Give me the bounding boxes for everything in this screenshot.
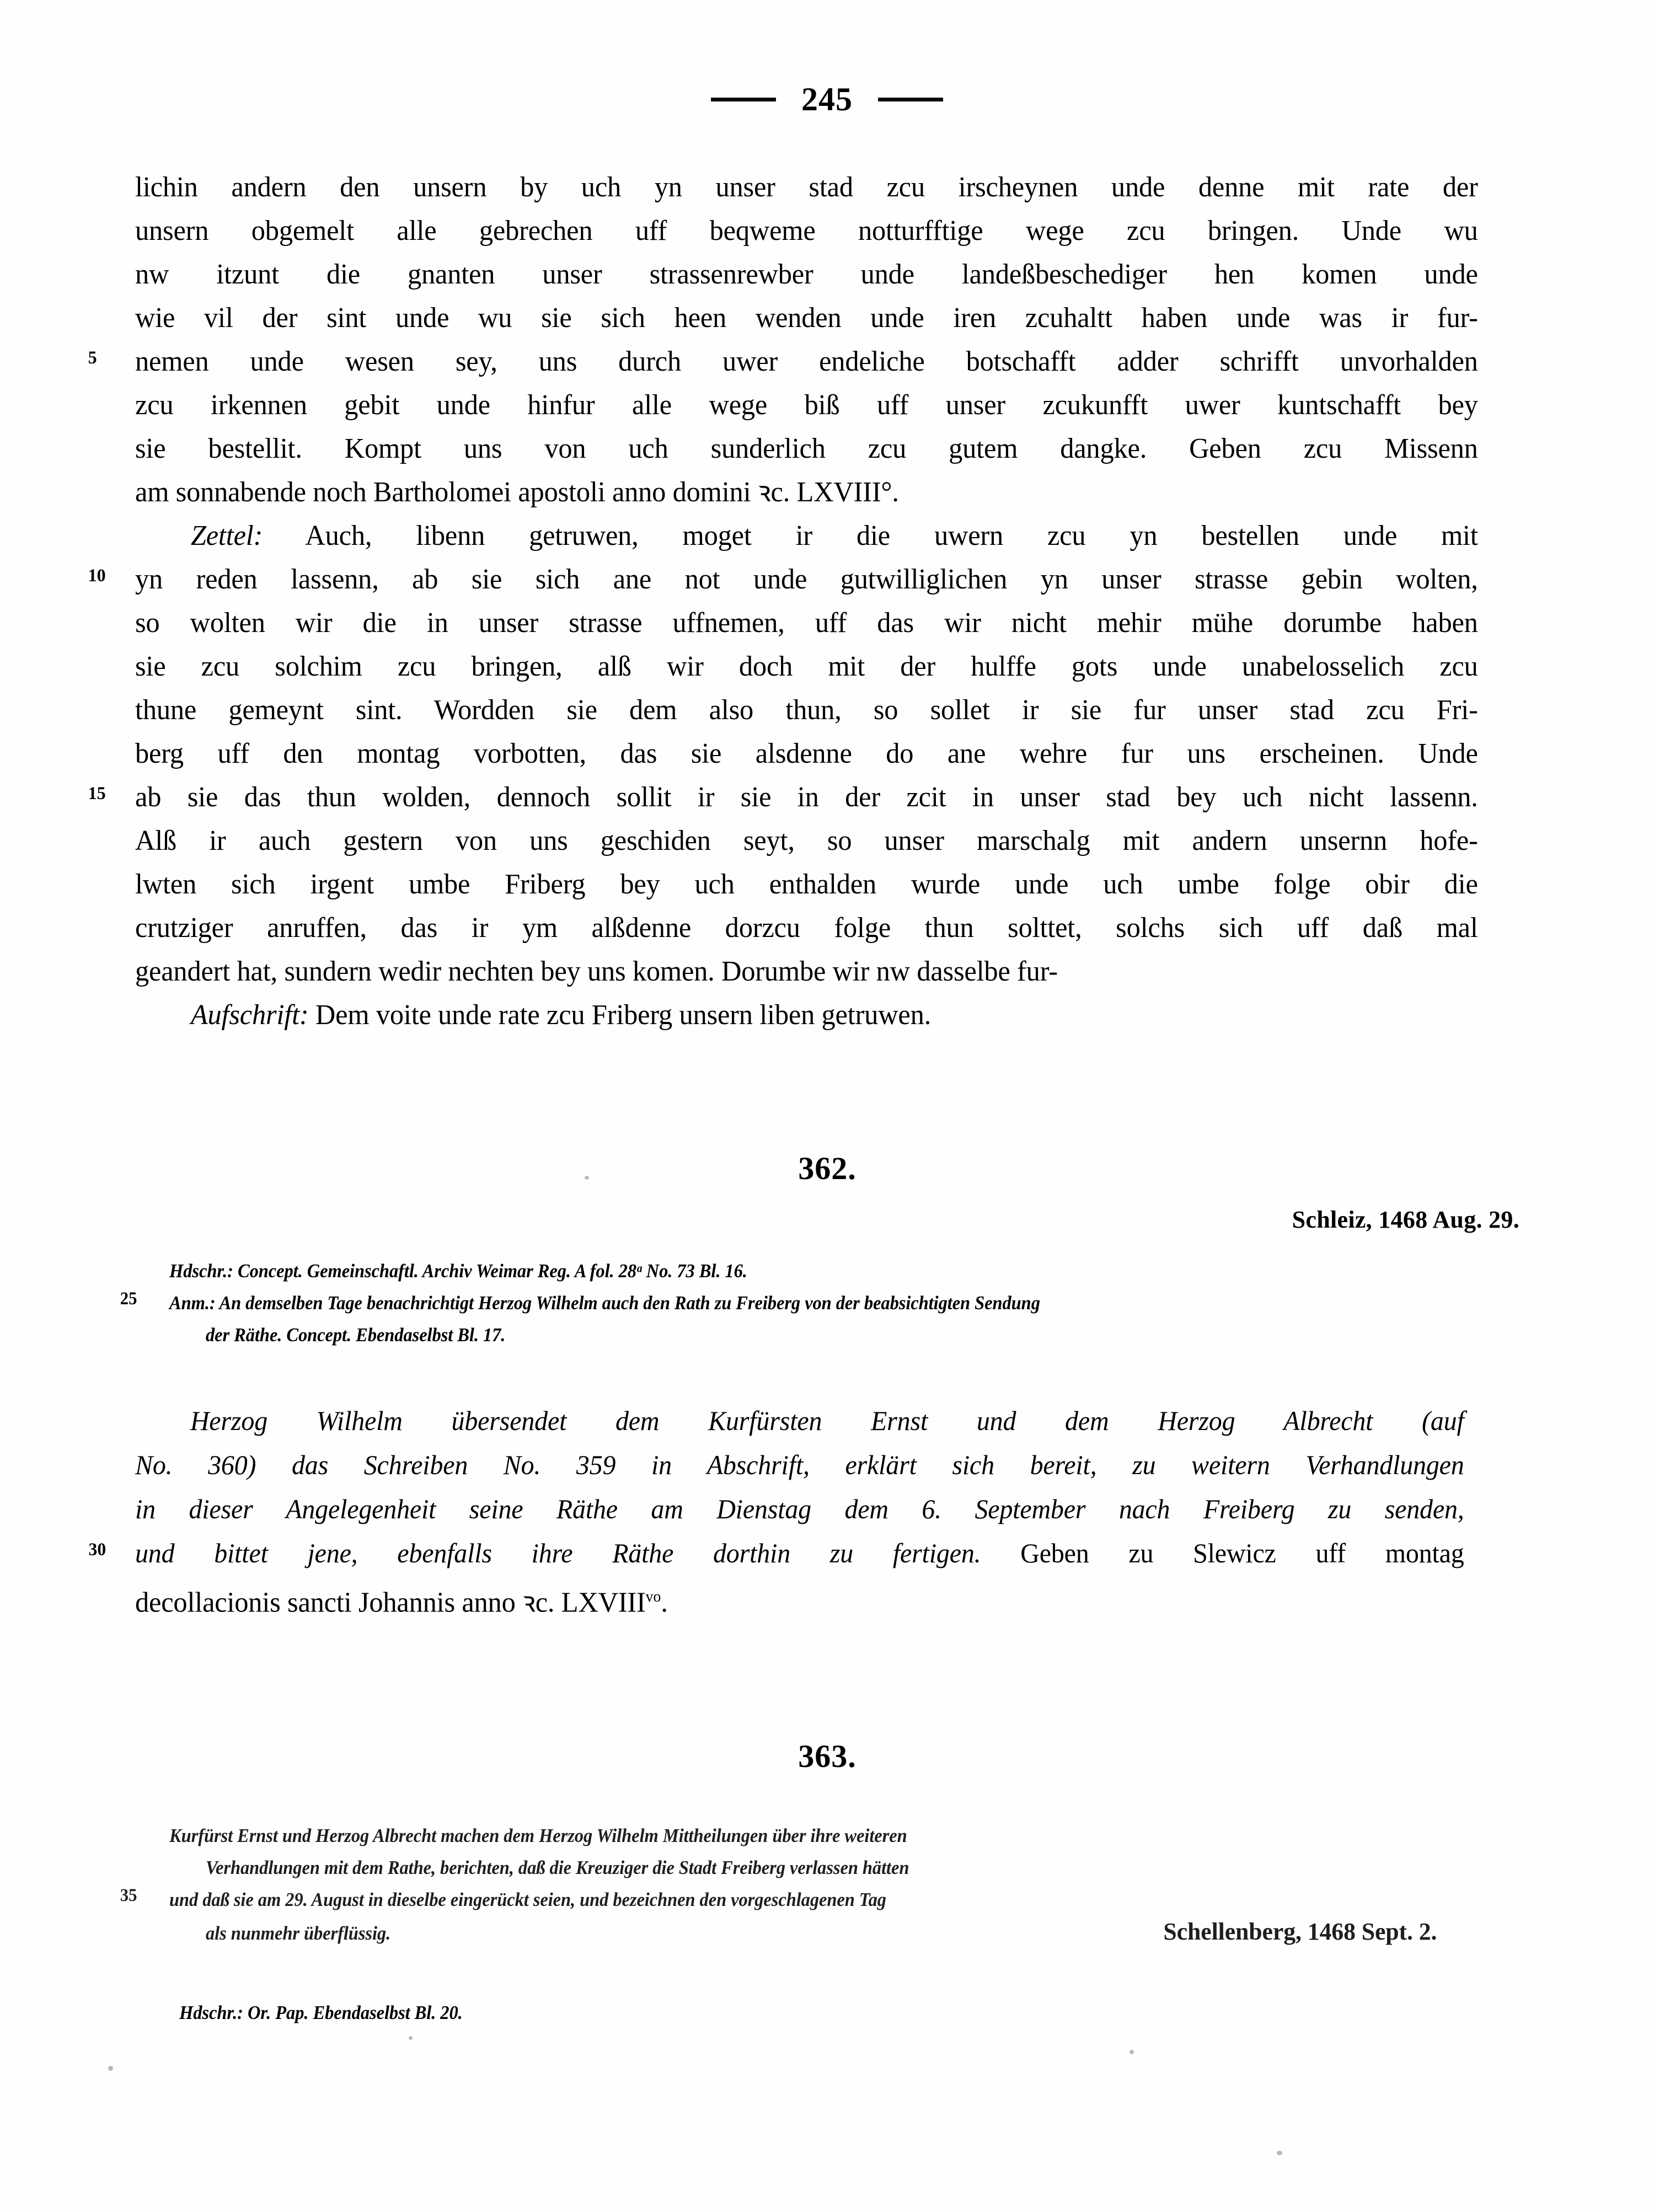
line-text: crutziger anruffen, das ir ym alßdenne dorzcu folge thun solttet, solchs sich uff daß mal bbox=[135, 912, 1478, 944]
line-text: der Räthe. Concept. Ebendaselbst Bl. 17. bbox=[206, 1324, 506, 1346]
text-block bbox=[88, 165, 1519, 2029]
head-rule-right bbox=[878, 98, 943, 101]
section-number: 363. bbox=[798, 1738, 857, 1774]
line-text: lwten sich irgent umbe Friberg bey uch enthalden wurde unde uch umbe folge obir die bbox=[135, 869, 1478, 900]
transcription-line bbox=[135, 645, 1478, 688]
line-text: unsern obgemelt alle gebrechen uff beqweme notturfftige wege zcu bringen. Unde wu bbox=[135, 215, 1478, 247]
transcription-line bbox=[135, 383, 1478, 427]
line-text: berg uff den montag vorbotten, das sie alsdenne do ane wehre fur uns erscheinen. Unde bbox=[135, 738, 1478, 769]
line-text: am sonnabende noch Bartholomei apostoli anno domini ꝛc. LXVIII°. bbox=[135, 476, 899, 508]
line-text: Kurfürst Ernst und Herzog Albrecht machen dem Herzog Wilhelm Mittheilungen über ihre weiteren bbox=[169, 1824, 907, 1846]
transcription-line bbox=[135, 209, 1478, 253]
line-text: Verhandlungen mit dem Rathe, berichten, daß die Kreuziger die Stadt Freiberg verlassen hätten bbox=[206, 1856, 909, 1878]
line-text: so wolten wir die in unser strasse uffnemen, uff das wir nicht mehir mühe dorumbe haben bbox=[135, 607, 1478, 639]
head-rule-left bbox=[711, 98, 776, 101]
gap bbox=[135, 1772, 1519, 1820]
dateline: Schellenberg, 1468 Sept. 2. bbox=[1163, 1918, 1437, 1945]
line-text: und bittet jene, ebenfalls ihre Räthe dorthin zu fertigen. bbox=[135, 1538, 981, 1569]
line-text: ab sie das thun wolden, dennoch sollit ir sie in der zcit in unser stad bey uch nicht lassenn. bbox=[135, 781, 1478, 813]
main-letter bbox=[88, 165, 1519, 1037]
transcription-line bbox=[135, 732, 1478, 775]
dateline: Schleiz, 1468 Aug. 29. bbox=[1292, 1206, 1519, 1233]
line-number: 30 bbox=[88, 1540, 106, 1560]
aufschrift-line bbox=[135, 993, 1478, 1037]
line-text: geandert hat, sundern wedir nechten bey uns komen. Dorumbe wir nw dasselbe fur- bbox=[135, 956, 1058, 987]
gap bbox=[135, 1949, 1519, 1997]
transcription-line bbox=[135, 688, 1478, 732]
document-362 bbox=[88, 1150, 1519, 1625]
closing-roman-text: Geben zu Slewicz uff montag bbox=[1020, 1538, 1464, 1569]
source-note: Hdschr.: Or. Pap. Ebendaselbst Bl. 20. bbox=[179, 2001, 463, 2023]
annotation-line bbox=[120, 1287, 1425, 1319]
transcription-line bbox=[135, 253, 1478, 296]
line-text: nw itzunt die gnanten unser strassenrewber unde landeßbeschediger hen komen unde bbox=[135, 259, 1478, 290]
line-text: Anm.: An demselben Tage benachrichtigt Herzog Wilhelm auch den Rath zu Freiberg von der beabsichtigten Sendung bbox=[169, 1292, 1040, 1314]
regest-line bbox=[135, 1487, 1464, 1531]
zettel-first-line bbox=[135, 514, 1478, 558]
transcription-line bbox=[135, 427, 1478, 470]
line-number: 25 bbox=[120, 1289, 137, 1309]
line-number: 10 bbox=[88, 566, 106, 586]
line-number: 35 bbox=[120, 1885, 137, 1905]
regest-last-line bbox=[206, 1916, 1437, 1949]
line-number: 5 bbox=[88, 348, 97, 368]
closing-period: . bbox=[661, 1587, 668, 1619]
transcription-line bbox=[88, 558, 1478, 601]
scan-speckle bbox=[108, 2066, 113, 2071]
regest-closing-line bbox=[88, 1531, 1464, 1575]
line-text: Alß ir auch gestern von uns geschiden seyt, so unser marschalg mit andern unsernn hofe- bbox=[135, 825, 1478, 856]
line-text: Auch, libenn getruwen, moget ir die uwern zcu yn bestellen unde mit bbox=[305, 520, 1478, 551]
line-text: lichin andern den unsern by uch yn unser stad zcu irscheynen unde denne mit rate der bbox=[135, 172, 1478, 203]
aufschrift-label: Aufschrift: bbox=[190, 999, 309, 1031]
line-text: Herzog Wilhelm übersendet dem Kurfürsten Ernst und dem Herzog Albrecht (auf bbox=[190, 1405, 1464, 1437]
source-note: Hdschr.: Concept. Gemeinschaftl. Archiv Weimar Reg. A fol. 28ᵃ No. 73 Bl. 16. bbox=[169, 1260, 747, 1282]
regest-line bbox=[169, 1820, 1425, 1852]
running-head bbox=[0, 83, 1654, 116]
line-text: zcu irkennen gebit unde hinfur alle wege biß uff unser zcukunfft uwer kuntschafft bey bbox=[135, 389, 1478, 421]
line-text: thune gemeynt sint. Wordden sie dem also thun, so sollet ir sie fur unser stad zcu Fri- bbox=[135, 694, 1478, 726]
line-text: nemen unde wesen sey, uns durch uwer endeliche botschafft adder schrifft unvorhalden bbox=[135, 346, 1478, 377]
document-363 bbox=[120, 1738, 1519, 2029]
closing-line bbox=[135, 1575, 1478, 1624]
transcription-line bbox=[135, 950, 1478, 993]
transcription-line bbox=[135, 470, 1478, 514]
line-text: yn reden lassenn, ab sie sich ane not unde gutwilliglichen yn unser strasse gebin wolten, bbox=[135, 564, 1478, 595]
annotation-line bbox=[206, 1319, 1427, 1351]
transcription-line bbox=[135, 165, 1478, 209]
regest-line bbox=[206, 1852, 1427, 1884]
transcription-line bbox=[88, 775, 1478, 819]
line-text: und daß sie am 29. August in dieselbe eingerückt seien, und bezeichnen den vorgeschlagenen Tag bbox=[169, 1888, 886, 1910]
scan-speckle bbox=[1130, 2050, 1134, 2054]
transcription-line bbox=[135, 296, 1478, 340]
page-number: 245 bbox=[801, 81, 853, 117]
scan-speckle bbox=[409, 2036, 413, 2040]
section-number: 362. bbox=[798, 1150, 857, 1186]
line-text: No. 360) das Schreiben No. 359 in Abschrift, erklärt sich bereit, zu weitern Verhandlungen bbox=[135, 1449, 1464, 1481]
transcription-line bbox=[135, 819, 1478, 863]
regest-line bbox=[135, 1443, 1464, 1487]
transcription-line bbox=[88, 340, 1478, 383]
line-text: in dieser Angelegenheit seine Räthe am Dienstag dem 6. September nach Freiberg zu senden, bbox=[135, 1493, 1464, 1525]
regest-line bbox=[120, 1884, 1425, 1916]
gap bbox=[135, 1233, 1519, 1255]
line-number: 15 bbox=[88, 784, 106, 804]
section-gap bbox=[135, 1625, 1519, 1740]
zettel-label: Zettel: bbox=[190, 520, 263, 551]
gap bbox=[135, 1185, 1519, 1207]
line-text: sie bestellit. Kompt uns von uch sunderlich zcu gutem dangke. Geben zcu Missenn bbox=[135, 433, 1478, 464]
scan-speckle bbox=[585, 1176, 589, 1180]
line-text: wie vil der sint unde wu sie sich heen wenden unde iren zcuhaltt haben unde was ir fur- bbox=[135, 302, 1478, 334]
scan-speckle bbox=[1277, 2151, 1282, 2155]
regest-line bbox=[135, 1399, 1464, 1443]
line-text: Dem voite unde rate zcu Friberg unsern liben getruwen. bbox=[315, 999, 932, 1031]
line-text: als nunmehr überflüssig. bbox=[206, 1922, 391, 1944]
line-text: sie zcu solchim zcu bringen, alß wir doch mit der hulffe gots unde unabelosselich zcu bbox=[135, 651, 1478, 682]
transcription-line bbox=[135, 906, 1478, 950]
section-gap bbox=[135, 1037, 1519, 1153]
roman-superscript: vo bbox=[645, 1588, 661, 1606]
gap bbox=[135, 1351, 1519, 1399]
transcription-line bbox=[135, 601, 1478, 645]
transcription-line bbox=[135, 863, 1478, 906]
line-text: decollacionis sancti Johannis anno ꝛc. LXVIII bbox=[135, 1587, 646, 1619]
